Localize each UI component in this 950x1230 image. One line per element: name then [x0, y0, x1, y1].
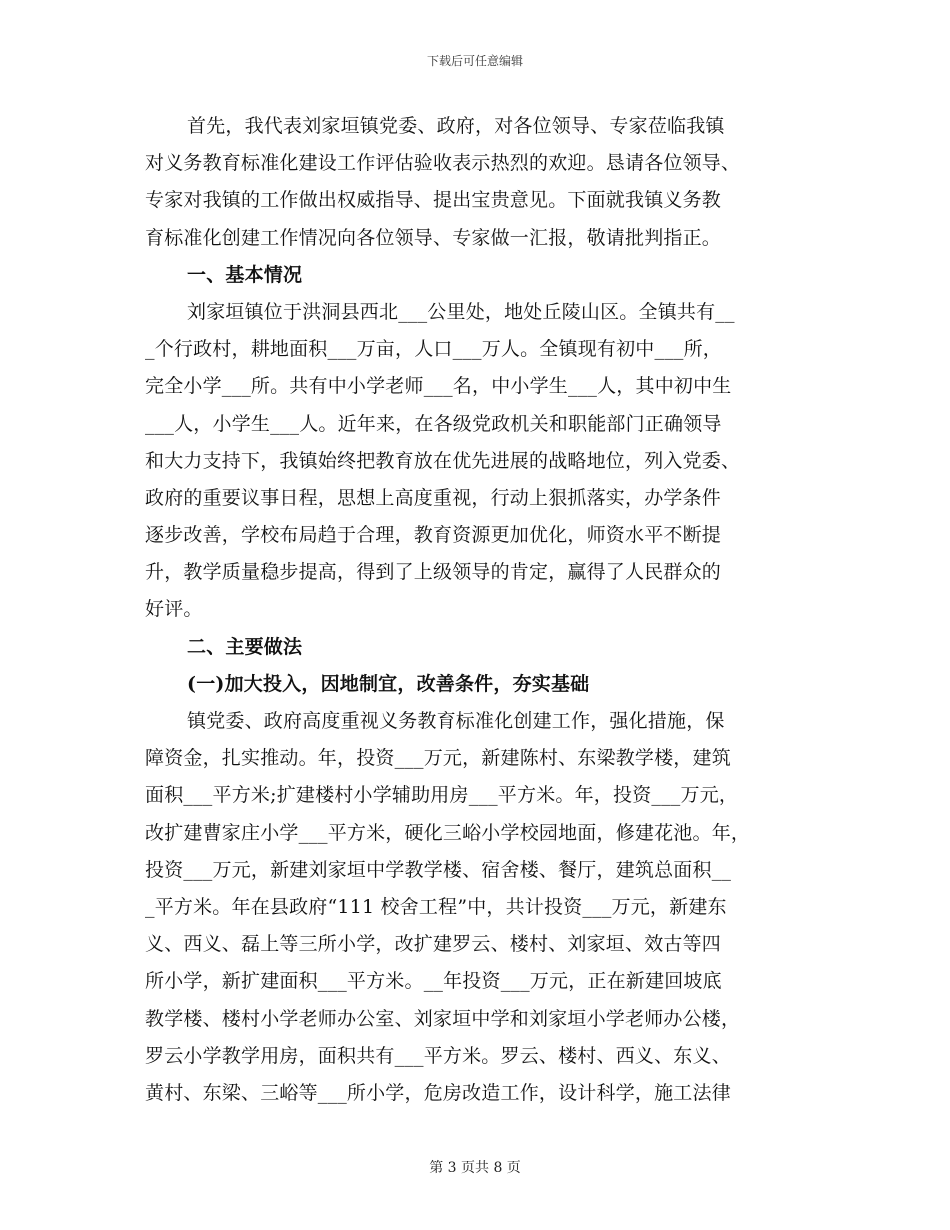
paragraph-line: 黄村、东梁、三峪等___所小学，危房改造工作，设计科学，施工法律 [145, 1081, 731, 1104]
paragraph-line: 完全小学___所。共有中小学老师___名，中小学生___人，其中初中生 [145, 375, 732, 398]
paragraph-line: ___人，小学生___人。近年来，在各级党政机关和职能部门正确领导 [145, 412, 722, 435]
paragraph-line: 政府的重要议事日程，思想上高度重视，行动上狠抓落实，办学条件 [145, 486, 722, 509]
paragraph-line: 教学楼、楼村小学老师办公室、刘家垣中学和刘家垣小学老师办公楼， [145, 1007, 741, 1030]
paragraph-line: 改扩建曹家庄小学___平方米，硬化三峪小学校园地面，修建花池。年， [145, 821, 751, 844]
paragraph-line: 逐步改善，学校布局趋于合理，教育资源更加优化，师资水平不断提 [145, 524, 722, 547]
section-heading-2: 二、主要做法 [187, 635, 303, 658]
paragraph-line: 面积___平方米;扩建楼村小学辅助用房___平方米。年，投资___万元， [145, 784, 739, 807]
paragraph-line: 投资___万元，新建刘家垣中学教学楼、宿舍楼、餐厅，建筑总面积__ [145, 858, 732, 881]
document-body [145, 108, 809, 1112]
page-header: 下载后可任意编辑 [426, 54, 523, 68]
paragraph-line: 好评。 [145, 598, 203, 621]
paragraph-line: 刘家垣镇位于洪洞县西北___公里处，地处丘陵山区。全镇共有__ [187, 300, 735, 323]
paragraph-line: 障资金，扎实推动。年，投资___万元，新建陈村、东梁教学楼，建筑 [145, 747, 731, 770]
paragraph-line: 育标准化创建工作情况向各位领导、专家做一汇报，敬请批判指正。 [145, 226, 722, 249]
paragraph-line: 升，教学质量稳步提高，得到了上级领导的肯定，赢得了人民群众的 [145, 561, 722, 584]
section-heading-1: 一、基本情况 [187, 263, 303, 286]
paragraph-line: 专家对我镇的工作做出权威指导、提出宝贵意见。下面就我镇义务教 [145, 189, 722, 212]
paragraph-line: 镇党委、政府高度重视义务教育标准化创建工作，强化措施，保 [187, 710, 725, 732]
paragraph-line: 所小学，新扩建面积___平方米。__年投资___万元，正在新建回坡底 [145, 970, 722, 993]
paragraph-line: 对义务教育标准化建设工作评估验收表示热烈的欢迎。恳请各位领导、 [145, 152, 741, 175]
paragraph-line: 首先，我代表刘家垣镇党委、政府，对各位领导、专家莅临我镇 [187, 115, 725, 137]
subsection-heading: (一)加大投入，因地制宜，改善条件，夯实基础 [187, 672, 590, 695]
paragraph-line: _个行政村，耕地面积___万亩，人口___万人。全镇现有初中___所， [145, 338, 723, 361]
paragraph-line: 和大力支持下，我镇始终把教育放在优先进展的战略地位，列入党委、 [145, 449, 741, 472]
page-footer: 第 3 页共 8 页 [429, 1160, 521, 1176]
paragraph-line: 罗云小学教学用房，面积共有___平方米。罗云、楼村、西义、东义、 [145, 1044, 731, 1067]
paragraph-line: 义、西义、磊上等三所小学，改扩建罗云、楼村、刘家垣、效古等四 [145, 933, 722, 956]
paragraph-line: _平方米。年在县政府“111 校舍工程”中，共计投资___万元，新建东 [145, 895, 727, 918]
